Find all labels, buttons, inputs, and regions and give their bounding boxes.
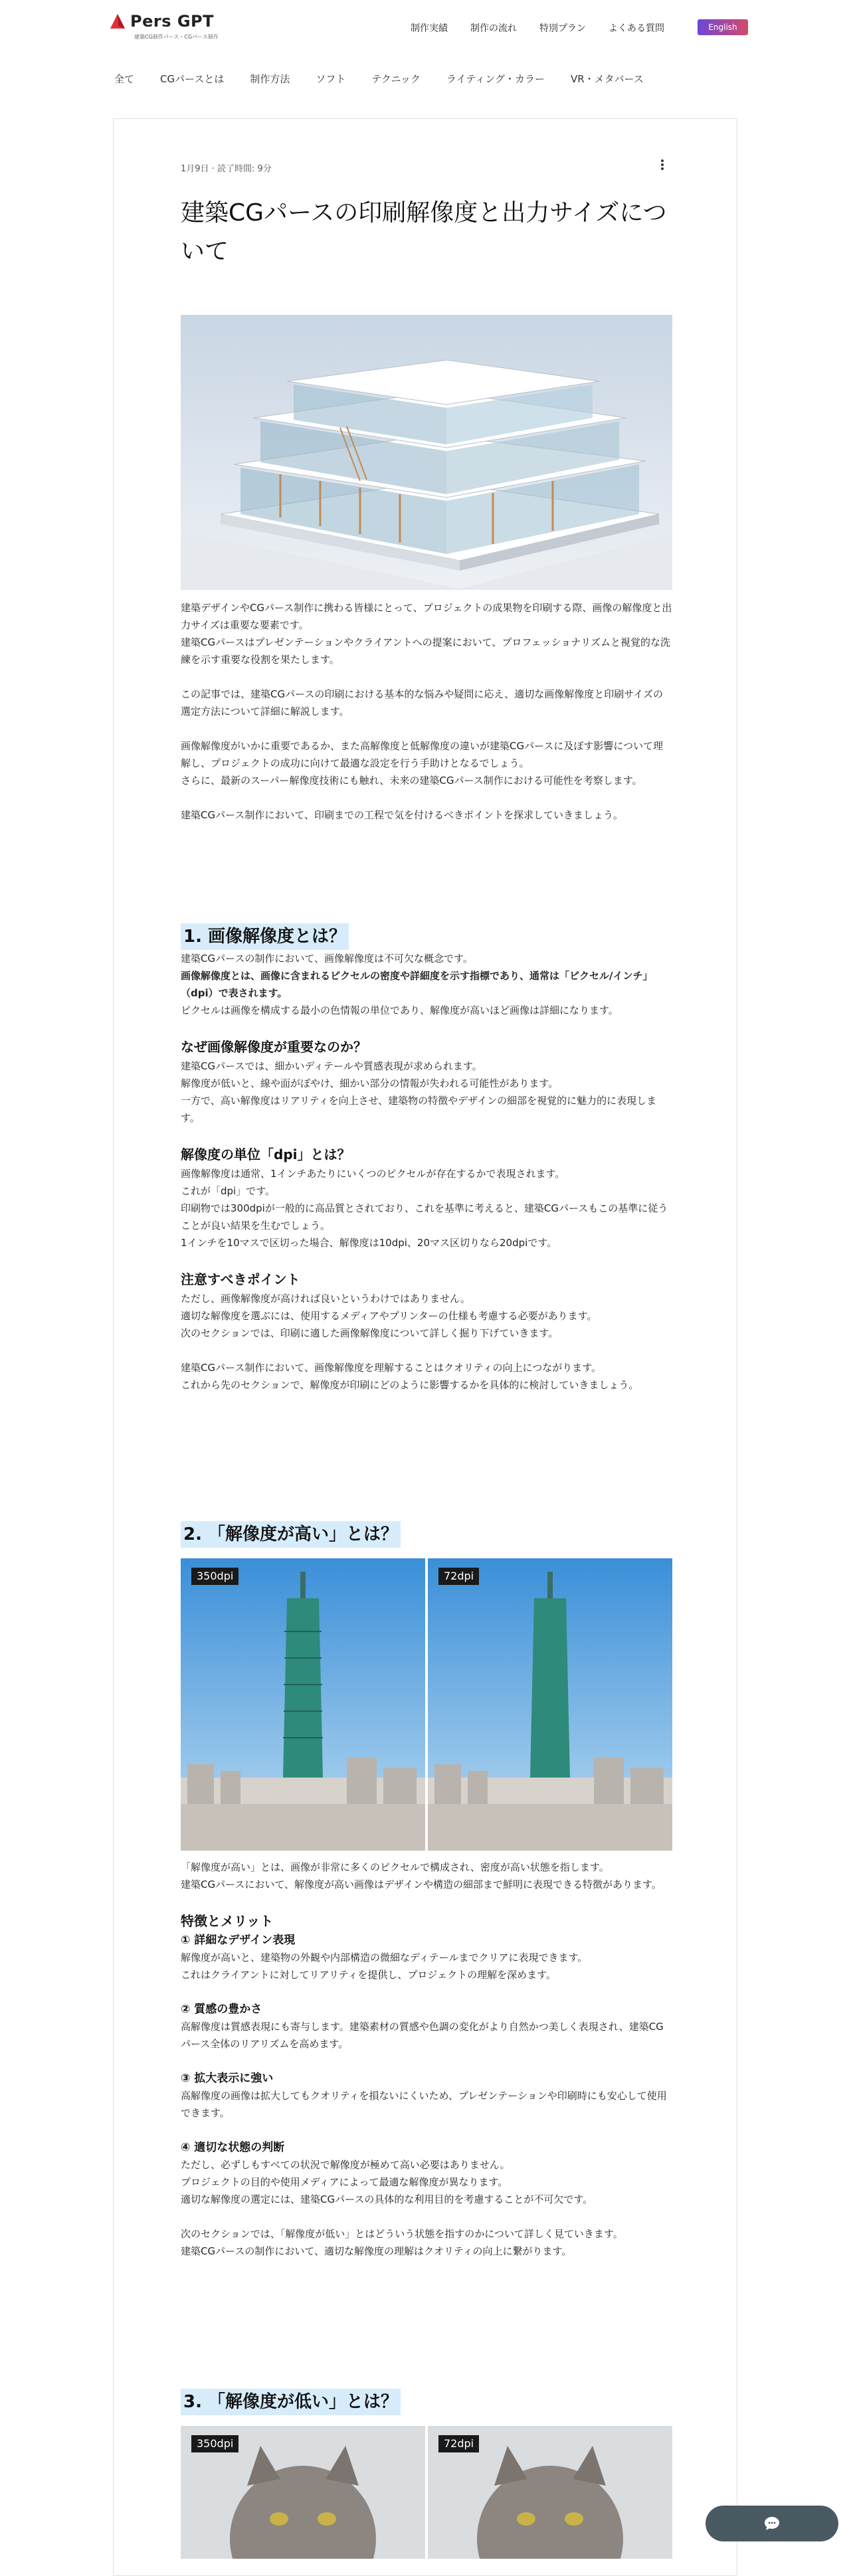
- category-lighting-color[interactable]: ライティング・カラー: [446, 73, 545, 85]
- intro-section: [181, 599, 672, 824]
- top-nav: [411, 21, 687, 35]
- paragraph: ピクセルは画像を構成する最小の色情報の単位であり、解像度が高いほど画像は詳細になります。: [181, 1004, 618, 1016]
- chat-button[interactable]: [706, 2506, 838, 2541]
- comparison-image-72dpi: [428, 1558, 672, 1851]
- intro-paragraph: この記事では、建築CGパースの印刷における基本的な悩みや疑問に応え、適切な画像解像度と印刷サイズの選定方法について詳細に解説します。: [181, 688, 664, 717]
- paragraph: これはクライアントに対してリアリティを提供し、プロジェクトの理解を深めます。: [181, 1969, 556, 1981]
- comparison-image-350dpi: [181, 2426, 425, 2559]
- paragraph: 次のセクションでは、「解像度が低い」とはどういう状態を指すのかについて詳しく見ていきます。: [181, 2228, 623, 2240]
- section-resolution: [181, 923, 672, 1394]
- category-all[interactable]: 全て: [114, 73, 135, 85]
- paragraph: 建築CGパースの制作において、画像解像度は不可欠な概念です。: [181, 953, 473, 965]
- subheading: なぜ画像解像度が重要なのか？: [181, 1039, 367, 1055]
- paragraph: ただし、画像解像度が高ければ良いというわけではありません。: [181, 1293, 470, 1305]
- comparison-images-low: [181, 2426, 672, 2559]
- paragraph: 高解像度は質感表現にも寄与します。建築素材の質感や色調の変化がより自然かつ美しく表現され、建築CGパース全体のリアリズムを高めます。: [181, 2021, 664, 2050]
- intro-paragraph: 画像解像度がいかに重要であるか、また高解像度と低解像度の違いが建築CGパースに及ぼす影響について理解し、プロジェクトの成功に向けて最適な設定を行う手助けとなるでしょう。: [181, 740, 664, 769]
- section-high-resolution: [181, 1521, 672, 1548]
- intro-paragraph: 建築デザインやCGパース制作に携わる皆様にとって、プロジェクトの成果物を印刷する際、画像の解像度と出力サイズは重要な要素です。: [181, 602, 672, 631]
- dpi-label: 72dpi: [438, 2435, 479, 2452]
- paragraph: 適切な解像度を選ぶには、使用するメディアやプリンターの仕様も考慮する必要があります。: [181, 1310, 597, 1322]
- paragraph: 建築CGパースでは、細かいディテールや質感表現が求められます。: [181, 1060, 482, 1072]
- nav-flow[interactable]: 制作の流れ: [470, 23, 517, 34]
- logo[interactable]: [109, 12, 214, 31]
- section-high-resolution-body: [181, 1859, 672, 2260]
- hero-image: [181, 315, 672, 590]
- more-options-icon[interactable]: [660, 159, 664, 173]
- site-header: [0, 0, 853, 57]
- paragraph: 一方で、高い解像度はリアリティを向上させ、建築物の特徴やデザインの細部を視覚的に魅力的に表現します。: [181, 1095, 657, 1124]
- paragraph: 建築CGパースの制作において、適切な解像度の理解はクオリティの向上に繋がります。: [181, 2245, 572, 2257]
- section-heading: 3. 「解像度が低い」とは？: [181, 2389, 401, 2415]
- nav-works[interactable]: 制作実績: [411, 23, 448, 34]
- dpi-label: 72dpi: [438, 1568, 479, 1585]
- section-low-resolution: [181, 2389, 672, 2415]
- paragraph: 高解像度の画像は拡大してもクオリティを損ないにくいため、プレゼンテーションや印刷時にも安心して使用できます。: [181, 2090, 667, 2119]
- merit-heading: ④ 適切な状態の判断: [181, 2141, 285, 2154]
- merit-heading: ② 質感の豊かさ: [181, 2003, 262, 2016]
- intro-paragraph: さらに、最新のスーパー解像度技術にも触れ、未来の建築CGパース制作における可能性を考察します。: [181, 775, 642, 786]
- nav-special-plan[interactable]: 特別プラン: [539, 23, 586, 34]
- nav-faq[interactable]: よくある質問: [609, 23, 664, 34]
- subheading: 解像度の単位「dpi」とは？: [181, 1147, 351, 1162]
- article-title: 建築CGパースの印刷解像度と出力サイズについて: [181, 199, 667, 265]
- category-method[interactable]: 制作方法: [250, 73, 290, 85]
- logo-mark-icon: [109, 13, 126, 30]
- category-technique[interactable]: テクニック: [371, 73, 421, 85]
- chat-bubble-icon: [763, 2516, 781, 2531]
- paragraph: 建築CGパースにおいて、解像度が高い画像はデザインや構造の細部まで鮮明に表現できる特徴があります。: [181, 1879, 662, 1890]
- paragraph: 適切な解像度の選定には、建築CGパースの具体的な利用目的を考慮することが不可欠です。: [181, 2193, 593, 2205]
- comparison-image-72dpi: [428, 2426, 672, 2559]
- category-vr-metaverse[interactable]: VR・メタバース: [570, 73, 644, 85]
- dpi-label: 350dpi: [191, 1568, 238, 1585]
- subheading: 注意すべきポイント: [181, 1271, 300, 1287]
- paragraph: 建築CGパース制作において、画像解像度を理解することはクオリティの向上につながります。: [181, 1362, 602, 1374]
- paragraph: これが「dpi」です。: [181, 1185, 276, 1197]
- paragraph: ただし、必ずしもすべての状況で解像度が極めて高い必要はありません。: [181, 2159, 510, 2171]
- paragraph: これから先のセクションで、解像度が印刷にどのように影響するかを具体的に検討していきましょう。: [181, 1379, 639, 1391]
- comparison-images-high: [181, 1558, 672, 1851]
- paragraph-bold: 画像解像度とは、画像に含まれるピクセルの密度や詳細度を示す指標であり、通常は「ピクセル/インチ」（dpi）で表されます。: [181, 970, 653, 999]
- paragraph: 1インチを10マスで区切った場合、解像度は10dpi、20マス区切りなら20dpiです。: [181, 1237, 557, 1249]
- merit-heading: ① 詳細なデザイン表現: [181, 1934, 296, 1947]
- paragraph: 印刷物では300dpiが一般的に高品質とされており、これを基準に考えると、建築CGパースもこの基準に従うことが良い結果を生むでしょう。: [181, 1202, 668, 1232]
- category-software[interactable]: ソフト: [316, 73, 346, 85]
- section-heading: 1. 画像解像度とは？: [181, 923, 349, 950]
- category-cg-perspective[interactable]: CGパースとは: [160, 73, 225, 85]
- category-bar: [114, 72, 670, 86]
- paragraph: プロジェクトの目的や使用メディアによって最適な解像度が異なります。: [181, 2176, 508, 2188]
- paragraph: 次のセクションでは、印刷に適した画像解像度について詳しく掘り下げていきます。: [181, 1327, 559, 1339]
- subheading: 特徴とメリット: [181, 1913, 274, 1929]
- section-heading: 2. 「解像度が高い」とは？: [181, 1521, 401, 1548]
- merit-heading: ③ 拡大表示に強い: [181, 2072, 274, 2085]
- logo-text: Pers GPT: [130, 12, 215, 31]
- comparison-image-350dpi: [181, 1558, 425, 1851]
- intro-paragraph: 建築CGパースはプレゼンテーションやクライアントへの提案において、プロフェッショナリズムと視覚的な洗練を示す重要な役割を果たします。: [181, 636, 671, 666]
- paragraph: 解像度が低いと、線や面がぼやけ、細かい部分の情報が失われる可能性があります。: [181, 1077, 559, 1089]
- paragraph: 「解像度が高い」とは、画像が非常に多くのピクセルで構成され、密度が高い状態を指します。: [181, 1861, 609, 1873]
- dpi-label: 350dpi: [191, 2435, 238, 2452]
- paragraph: 画像解像度は通常、1インチあたりにいくつのピクセルが存在するかで表現されます。: [181, 1168, 565, 1180]
- logo-tagline: 建築CG制作パース・CGパース制作: [134, 34, 219, 40]
- intro-paragraph: 建築CGパース制作において、印刷までの工程で気を付けるべきポイントを探求していきましょう。: [181, 809, 624, 821]
- paragraph: 解像度が高いと、建築物の外観や内部構造の微細なディテールまでクリアに表現できます。: [181, 1952, 588, 1964]
- english-button[interactable]: English: [698, 19, 748, 35]
- article-meta: 1月9日 · 読了時間: 9分: [181, 164, 272, 174]
